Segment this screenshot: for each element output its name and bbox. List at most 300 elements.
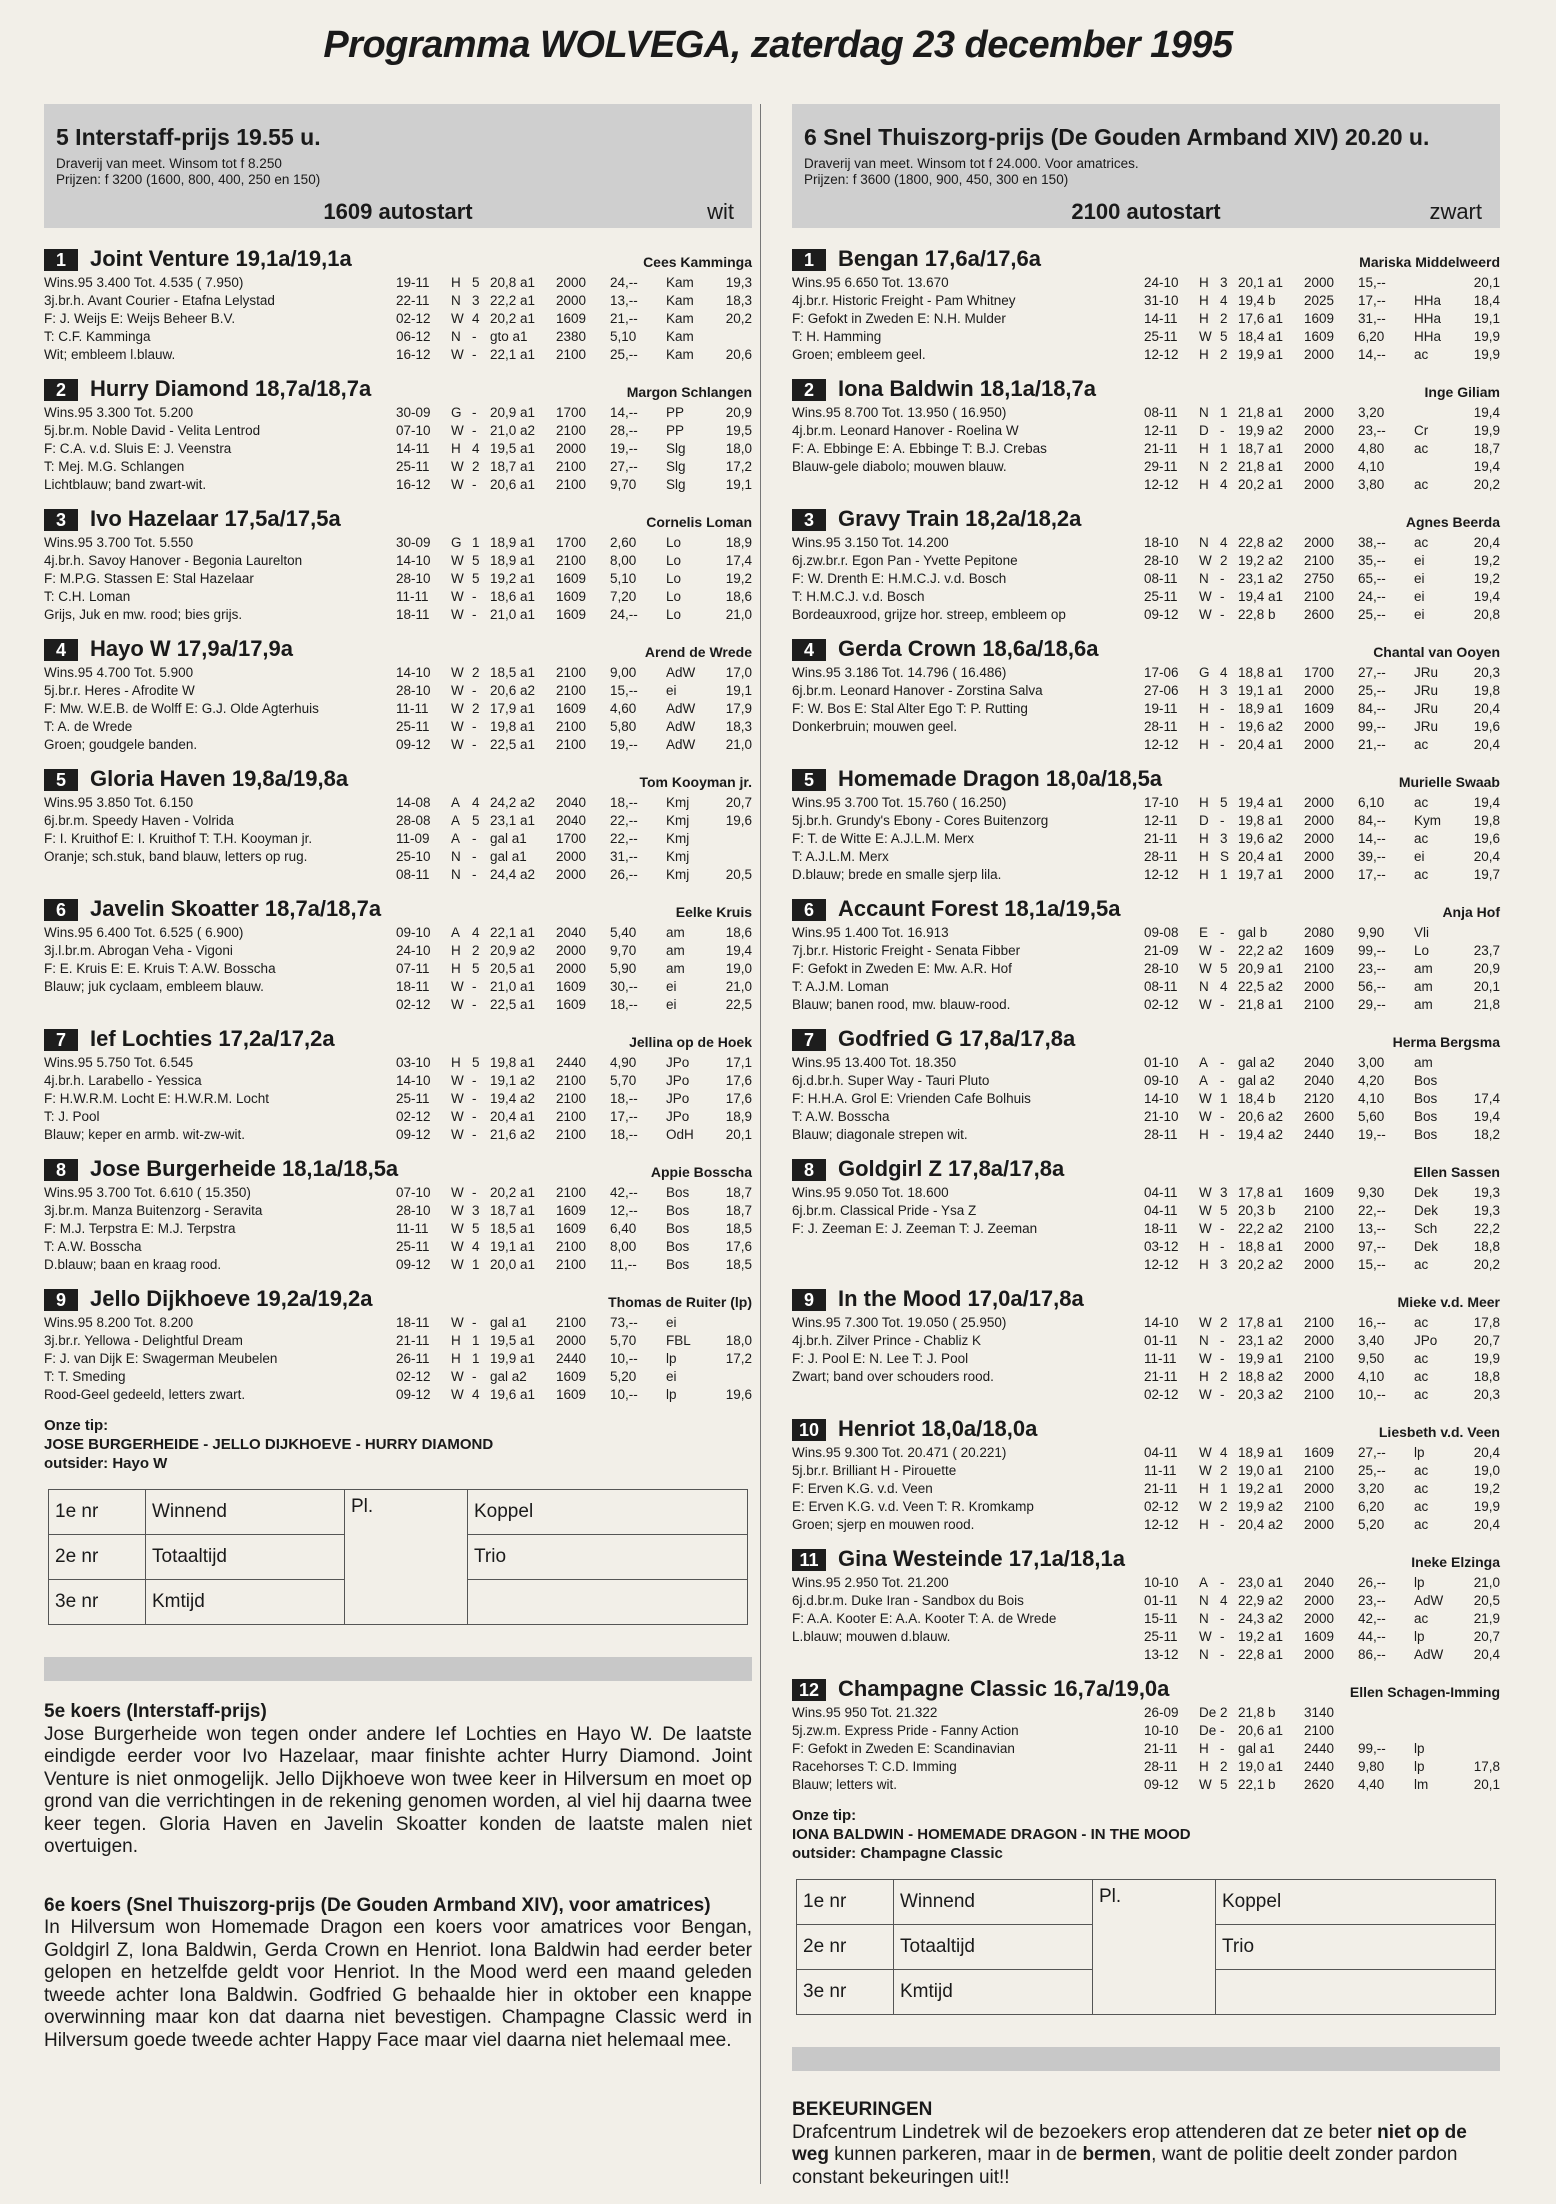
perf-position: 4 (1220, 477, 1228, 492)
perf-track: W (451, 347, 464, 362)
perf-driver: Bos (666, 1221, 690, 1236)
perf-driver: HHa (1414, 311, 1442, 326)
perf-kmtime: 21,0 (725, 979, 752, 994)
performance-row (396, 588, 752, 606)
perf-time: 19,2 a1 (490, 571, 536, 586)
perf-position: 5 (1220, 1777, 1228, 1792)
perf-time: gal a1 (490, 831, 527, 846)
perf-driver: ac (1414, 867, 1429, 882)
perf-driver: JPo (666, 1091, 690, 1106)
performance-row (396, 924, 752, 942)
perf-prize: 26,-- (1358, 1575, 1386, 1590)
perf-distance: 1609 (556, 607, 587, 622)
perf-position: 3 (1220, 275, 1228, 290)
perf-time: gal a1 (1238, 1741, 1275, 1756)
perf-position: - (472, 997, 477, 1012)
perf-distance: 1609 (556, 571, 587, 586)
perf-prize: 26,-- (610, 867, 638, 882)
perf-track: W (451, 607, 464, 622)
horse-entry (792, 506, 1500, 624)
perf-distance: 2100 (556, 423, 587, 438)
perf-date: 08-11 (1144, 571, 1178, 586)
perf-time: gal a2 (1238, 1073, 1275, 1088)
horse-performances (396, 664, 752, 754)
tip-line: IONA BALDWIN - HOMEMADE DRAGON - IN THE MOOD (792, 1826, 1191, 1843)
horse-info-line: Groen; goudgele banden. (44, 737, 198, 752)
perf-prize: 9,70 (610, 477, 637, 492)
horse-driver: Liesbeth v.d. Veen (1378, 1424, 1500, 1440)
perf-driver: ei (1414, 849, 1425, 864)
performance-row (1144, 1740, 1500, 1758)
performance-row (396, 1126, 752, 1144)
perf-time: 19,8 a1 (1238, 813, 1284, 828)
perf-track: W (451, 997, 464, 1012)
perf-date: 02-12 (1144, 1387, 1179, 1402)
perf-position: - (1220, 737, 1225, 752)
perf-driver: ac (1414, 347, 1429, 362)
perf-driver: Lo (666, 535, 682, 550)
perf-date: 28-11 (1144, 1759, 1178, 1774)
perf-date: 17-06 (1144, 665, 1179, 680)
horse-performances (1144, 1444, 1500, 1534)
perf-position: 5 (1220, 1203, 1228, 1218)
horse-details (44, 664, 752, 754)
perf-position: 5 (1220, 329, 1228, 344)
perf-position: - (1220, 719, 1225, 734)
perf-kmtime: 19,8 (1473, 813, 1500, 828)
perf-kmtime: 18,5 (725, 1257, 752, 1272)
perf-position: - (1220, 925, 1225, 940)
perf-time: 19,4 a1 (1238, 795, 1284, 810)
perf-date: 14-10 (1144, 1091, 1179, 1106)
perf-driver: Dek (1414, 1185, 1439, 1200)
horse-header (792, 1286, 1500, 1314)
perf-position: - (472, 1315, 477, 1330)
notice-heading: BEKEURINGEN (792, 2099, 933, 2120)
performance-row (396, 1184, 752, 1202)
horse-info-line: Wins.95 6.650 Tot. 13.670 (792, 275, 949, 290)
perf-driver: AdW (666, 665, 696, 680)
perf-time: 19,2 a1 (1238, 1629, 1284, 1644)
horse-info-line: F: W. Drenth E: H.M.C.J. v.d. Bosch (792, 571, 1007, 586)
horse-header (44, 506, 752, 534)
perf-date: 18-11 (396, 979, 430, 994)
performance-row (1144, 1704, 1500, 1722)
perf-track: G (451, 405, 462, 420)
horse-info-line: Wins.95 7.300 Tot. 19.050 ( 25.950) (792, 1315, 1007, 1330)
horse-details (792, 1444, 1500, 1534)
result-pl: Pl. (345, 1490, 468, 1625)
horse-info-line: Wins.95 5.750 Tot. 6.545 (44, 1055, 194, 1070)
column-divider (760, 104, 761, 2184)
notice-text-part: Drafcentrum Lindetrek wil de bezoekers erop attenderen dat ze beter (792, 2121, 1372, 2143)
perf-prize: 27,-- (1358, 1445, 1386, 1460)
perf-distance: 2100 (556, 1239, 587, 1254)
horse-name: Gloria Haven 19,8a/19,8a (90, 766, 349, 791)
perf-time: 19,4 a2 (1238, 1127, 1284, 1142)
horse-info-line: 5j.br.r. Heres - Afrodite W (44, 683, 195, 698)
perf-driver: AdW (666, 737, 696, 752)
horse-info-line: Wins.95 3.700 Tot. 15.760 ( 16.250) (792, 795, 1007, 810)
preview-text: Jose Burgerheide won tegen onder andere Ief Lochties en Hayo W. De laatste eindigde eerder voor Ivo Hazelaar, maar finishte achter Hurry Diamond. Joint Venture is niet onmogelijk. Jello Dijkhoeve won twee keer in Hilversum en moet op grond van die verrichtingen in de rekening genomen worden, al viel hij daarna twee keer tegen. Gloria Haven en Javelin Skoatter konden de laatste malen niet overtuigen. (44, 1723, 752, 1857)
perf-kmtime: 20,4 (1473, 849, 1500, 864)
perf-kmtime: 19,9 (1473, 1351, 1500, 1366)
perf-date: 25-10 (396, 849, 431, 864)
perf-track: W (1199, 1387, 1212, 1402)
perf-distance: 2440 (1304, 1759, 1335, 1774)
perf-date: 03-12 (1144, 1239, 1179, 1254)
perf-prize: 14,-- (1358, 831, 1386, 846)
perf-kmtime: 20,5 (725, 867, 752, 882)
perf-distance: 2000 (1304, 831, 1335, 846)
performance-row (396, 1368, 752, 1386)
performance-row (1144, 1238, 1500, 1256)
horse-info-line: Wins.95 950 Tot. 21.322 (792, 1705, 938, 1720)
horse-details (44, 1184, 752, 1274)
perf-position: - (1220, 1629, 1225, 1644)
perf-kmtime: 19,3 (1473, 1185, 1500, 1200)
perf-driver: am (1414, 997, 1433, 1012)
perf-track: A (451, 813, 461, 828)
perf-track: W (451, 683, 464, 698)
perf-time: gal a1 (490, 1315, 527, 1330)
perf-track: W (1199, 607, 1212, 622)
performance-row (1144, 1480, 1500, 1498)
perf-date: 16-12 (396, 477, 431, 492)
perf-date: 01-11 (1144, 1333, 1178, 1348)
perf-date: 09-12 (396, 1387, 431, 1402)
perf-kmtime: 18,3 (725, 293, 752, 308)
perf-driver: ei (666, 1369, 677, 1384)
horse-info-line: Oranje; sch.stuk, band blauw, letters op rug. (44, 849, 308, 864)
performance-row (1144, 1386, 1500, 1404)
perf-prize: 9,30 (1358, 1185, 1385, 1200)
perf-position: 5 (472, 1055, 480, 1070)
perf-kmtime: 21,0 (725, 737, 752, 752)
perf-distance: 2040 (1304, 1073, 1335, 1088)
horse-info-line: Wins.95 9.300 Tot. 20.471 ( 20.221) (792, 1445, 1007, 1460)
horse-info-line: T: A.W. Bosscha (44, 1239, 142, 1254)
perf-driver: JRu (1414, 683, 1439, 698)
horse-performances (1144, 274, 1500, 364)
horse-info (44, 794, 384, 884)
perf-time: 18,5 a1 (490, 665, 536, 680)
perf-driver: Dek (1414, 1239, 1439, 1254)
perf-track: A (1199, 1575, 1209, 1590)
horse-info (792, 404, 1132, 494)
perf-track: W (1199, 1203, 1212, 1218)
race-start-type: 1609 autostart (323, 199, 473, 224)
perf-time: 23,1 a2 (1238, 1333, 1284, 1348)
perf-track: H (1199, 719, 1209, 734)
perf-date: 12-12 (1144, 867, 1179, 882)
perf-distance: 3140 (1304, 1705, 1335, 1720)
perf-distance: 2000 (556, 293, 587, 308)
performance-row (396, 996, 752, 1014)
perf-prize: 21,-- (610, 311, 638, 326)
perf-distance: 2040 (556, 795, 587, 810)
perf-position: - (1220, 1575, 1225, 1590)
result-label: 2e nr (797, 1925, 894, 1970)
performance-row (1144, 310, 1500, 328)
performance-row (1144, 830, 1500, 848)
perf-prize: 24,-- (1358, 589, 1386, 604)
horse-entry (44, 376, 752, 494)
perf-driver: Sch (1414, 1221, 1438, 1236)
perf-prize: 42,-- (1358, 1611, 1386, 1626)
perf-date: 07-11 (396, 961, 430, 976)
performance-row (1144, 422, 1500, 440)
horse-info (44, 1314, 384, 1404)
perf-kmtime: 19,1 (725, 683, 752, 698)
perf-distance: 2000 (1304, 1611, 1335, 1626)
perf-track: N (451, 867, 461, 882)
performance-row (1144, 606, 1500, 624)
perf-prize: 13,-- (610, 293, 638, 308)
perf-time: 18,6 a1 (490, 589, 536, 604)
perf-distance: 1700 (1304, 665, 1335, 680)
result-koppel: Koppel (1216, 1880, 1496, 1925)
horse-number-badge: 5 (44, 769, 78, 791)
perf-driver: Kam (666, 275, 694, 290)
perf-position: - (1220, 1055, 1225, 1070)
perf-prize: 5,20 (610, 1369, 637, 1384)
performance-row (1144, 440, 1500, 458)
performance-row (1144, 476, 1500, 494)
horse-info-line: 6j.br.m. Classical Pride - Ysa Z (792, 1203, 977, 1218)
perf-distance: 2100 (1304, 1203, 1335, 1218)
perf-prize: 10,-- (610, 1387, 638, 1402)
perf-position: - (472, 1091, 477, 1106)
performance-row (1144, 942, 1500, 960)
perf-kmtime: 19,8 (1473, 683, 1500, 698)
perf-position: - (472, 867, 477, 882)
perf-prize: 24,-- (610, 275, 638, 290)
perf-position: 2 (1220, 1369, 1228, 1384)
perf-time: gal a2 (490, 1369, 527, 1384)
horse-info-line (44, 866, 384, 884)
perf-distance: 1609 (556, 589, 587, 604)
perf-date: 09-08 (1144, 925, 1179, 940)
horse-entry (792, 246, 1500, 364)
result-label: Kmtijd (894, 1970, 1093, 2015)
result-pl: Pl. (1093, 1880, 1216, 2015)
perf-position: - (472, 1127, 477, 1142)
perf-time: 18,7 a1 (490, 459, 536, 474)
horse-info-line: Wins.95 8.200 Tot. 8.200 (44, 1315, 194, 1330)
perf-prize: 97,-- (1358, 1239, 1386, 1254)
perf-distance: 1609 (1304, 1185, 1335, 1200)
performance-row (396, 310, 752, 328)
horse-header (44, 1156, 752, 1184)
perf-time: 19,9 a1 (490, 1351, 536, 1366)
perf-driver: Slg (666, 459, 686, 474)
perf-date: 01-11 (1144, 1593, 1178, 1608)
perf-prize: 17,-- (1358, 867, 1386, 882)
horse-info-line: F: J. Pool E: N. Lee T: J. Pool (792, 1351, 969, 1366)
horse-info-line: 7j.br.r. Historic Freight - Senata Fibber (792, 943, 1021, 958)
performance-row (396, 1386, 752, 1404)
perf-prize: 14,-- (1358, 347, 1386, 362)
horse-info-line: F: Gefokt in Zweden E: N.H. Mulder (792, 311, 1006, 326)
perf-track: W (451, 589, 464, 604)
notice-bold: niet op de weg (792, 2121, 1467, 2165)
perf-driver: JRu (1414, 719, 1439, 734)
performance-row (1144, 1592, 1500, 1610)
perf-driver: Kmj (666, 867, 690, 882)
perf-kmtime: 20,4 (1473, 1647, 1500, 1662)
horse-info-line: Grijs, Juk en mw. rood; bies grijs. (44, 607, 243, 622)
perf-date: 12-12 (1144, 1257, 1179, 1272)
horse-info-line: T: Mej. M.G. Schlangen (44, 459, 185, 474)
perf-prize: 5,90 (610, 961, 637, 976)
perf-prize: 24,-- (610, 607, 638, 622)
perf-position: - (1220, 1723, 1225, 1738)
horse-number-badge: 7 (44, 1029, 78, 1051)
horse-entry (792, 1286, 1500, 1404)
perf-track: W (1199, 1109, 1212, 1124)
perf-distance: 2000 (556, 441, 587, 456)
perf-distance: 2100 (556, 1127, 587, 1142)
perf-kmtime: 18,9 (725, 1109, 752, 1124)
tip-block (792, 1806, 1500, 1863)
perf-kmtime: 17,4 (1473, 1091, 1500, 1106)
perf-track: N (1199, 979, 1209, 994)
perf-distance: 2100 (556, 665, 587, 680)
perf-time: 24,2 a2 (490, 795, 536, 810)
horse-name: Homemade Dragon 18,0a/18,5a (838, 766, 1163, 791)
horse-number-badge: 10 (792, 1419, 826, 1441)
perf-driver: ac (1414, 1369, 1429, 1384)
perf-position: - (1220, 1127, 1225, 1142)
horse-number-badge: 4 (44, 639, 78, 661)
perf-position: 1 (1220, 441, 1228, 456)
horse-info-line: D.blauw; brede en smalle sjerp lila. (792, 867, 1002, 882)
perf-date: 30-09 (396, 535, 431, 550)
perf-time: 19,1 a1 (1238, 683, 1284, 698)
perf-prize: 3,20 (1358, 1481, 1385, 1496)
perf-time: 19,4 b (1238, 293, 1276, 308)
perf-track: H (1199, 683, 1209, 698)
perf-time: 19,2 a1 (1238, 1481, 1284, 1496)
perf-kmtime: 17,8 (1473, 1315, 1500, 1330)
perf-time: 19,4 a2 (490, 1091, 536, 1106)
horse-details (44, 1054, 752, 1144)
horse-driver: Cornelis Loman (646, 514, 752, 530)
perf-kmtime: 20,8 (1473, 607, 1500, 622)
perf-track: A (1199, 1055, 1209, 1070)
perf-date: 28-11 (1144, 849, 1178, 864)
horse-info-line: Wins.95 6.400 Tot. 6.525 ( 6.900) (44, 925, 244, 940)
perf-track: W (1199, 1221, 1212, 1236)
horse-name: Gravy Train 18,2a/18,2a (838, 506, 1082, 531)
performance-row (1144, 588, 1500, 606)
perf-kmtime: 17,0 (725, 665, 752, 680)
perf-kmtime: 20,1 (1473, 275, 1500, 290)
perf-prize: 29,-- (1358, 997, 1386, 1012)
perf-track: H (451, 1055, 461, 1070)
perf-kmtime: 19,9 (1473, 423, 1500, 438)
horse-info-line: 3j.br.m. Manza Buitenzorg - Seravita (44, 1203, 263, 1218)
performance-row (1144, 1202, 1500, 1220)
perf-distance: 2100 (556, 553, 587, 568)
horse-info (44, 404, 384, 494)
perf-track: W (451, 1091, 464, 1106)
perf-track: W (451, 1257, 464, 1272)
horse-info-line: Wins.95 3.186 Tot. 14.796 ( 16.486) (792, 665, 1007, 680)
performance-row (1144, 1610, 1500, 1628)
perf-distance: 2000 (556, 867, 587, 882)
perf-date: 19-11 (1144, 701, 1178, 716)
performance-row (396, 552, 752, 570)
perf-position: 4 (1220, 979, 1228, 994)
performance-row (396, 848, 752, 866)
perf-driver: ei (666, 1315, 677, 1330)
horse-info-line: E: Erven K.G. v.d. Veen T: R. Kromkamp (792, 1499, 1034, 1514)
performance-row (1144, 570, 1500, 588)
horse-info-line: Wins.95 3.300 Tot. 5.200 (44, 405, 194, 420)
performance-row (396, 1108, 752, 1126)
perf-date: 28-11 (1144, 719, 1178, 734)
horse-info-line: F: Erven K.G. v.d. Veen (792, 1481, 933, 1496)
perf-distance: 2100 (556, 459, 587, 474)
perf-distance: 2000 (1304, 683, 1335, 698)
perf-kmtime: 19,5 (725, 423, 752, 438)
perf-kmtime: 17,2 (725, 459, 752, 474)
perf-distance: 2000 (1304, 979, 1335, 994)
perf-prize: 35,-- (1358, 553, 1386, 568)
perf-distance: 2440 (1304, 1741, 1335, 1756)
performance-row (396, 866, 752, 884)
horse-details (44, 274, 752, 364)
perf-driver: FBL (666, 1333, 691, 1348)
perf-date: 09-12 (1144, 607, 1179, 622)
performance-row (1144, 552, 1500, 570)
perf-date: 26-11 (396, 1351, 430, 1366)
horse-performances (1144, 1574, 1500, 1664)
perf-date: 18-11 (396, 607, 430, 622)
perf-prize: 9,90 (1358, 925, 1385, 940)
perf-time: 19,0 a1 (1238, 1463, 1284, 1478)
perf-track: W (451, 719, 464, 734)
horse-details (792, 1574, 1500, 1664)
perf-time: 18,9 a1 (1238, 701, 1284, 716)
horse-number-badge: 2 (792, 379, 826, 401)
perf-kmtime: 17,2 (725, 1351, 752, 1366)
horse-info-line: Wins.95 13.400 Tot. 18.350 (792, 1055, 957, 1070)
perf-track: W (451, 553, 464, 568)
perf-date: 14-11 (396, 441, 430, 456)
perf-date: 09-12 (1144, 1777, 1179, 1792)
horse-name: Hayo W 17,9a/17,9a (90, 636, 294, 661)
performance-row (396, 1090, 752, 1108)
horse-driver: Anja Hof (1442, 904, 1500, 920)
horse-info-line: 5j.br.r. Brilliant H - Pirouette (792, 1463, 957, 1478)
horse-details (792, 534, 1500, 624)
horse-entry (44, 896, 752, 1014)
perf-driver: Bos (666, 1203, 690, 1218)
perf-date: 02-12 (396, 1369, 431, 1384)
perf-kmtime: 19,4 (1473, 459, 1500, 474)
horse-info-line: 5j.br.h. Grundy's Ebony - Cores Buitenzorg (792, 813, 1049, 828)
perf-position: 4 (1220, 1593, 1228, 1608)
performance-row (1144, 1462, 1500, 1480)
perf-time: 20,3 a2 (1238, 1387, 1284, 1402)
horse-performances (396, 1314, 752, 1404)
perf-distance: 1609 (556, 1387, 587, 1402)
result-label: Kmtijd (146, 1580, 345, 1625)
perf-track: W (451, 1369, 464, 1384)
